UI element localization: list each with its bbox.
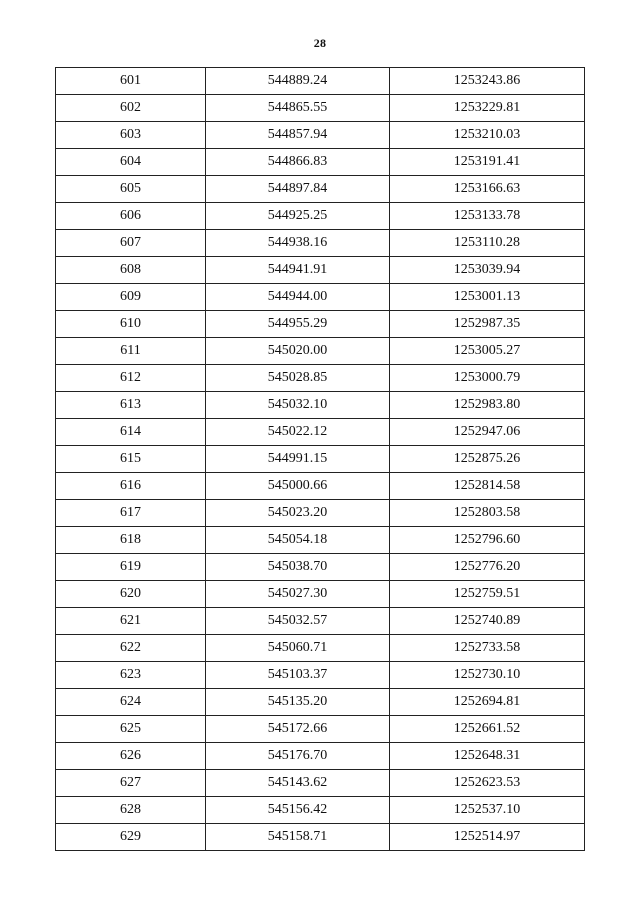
- point-number-cell: 629: [56, 824, 206, 851]
- y-coordinate-cell: 1252803.58: [390, 500, 585, 527]
- point-number-cell: 616: [56, 473, 206, 500]
- point-number-cell: 610: [56, 311, 206, 338]
- y-coordinate-cell: 1253243.86: [390, 68, 585, 95]
- y-coordinate-cell: 1252796.60: [390, 527, 585, 554]
- x-coordinate-cell: 544991.15: [206, 446, 390, 473]
- point-number-cell: 605: [56, 176, 206, 203]
- x-coordinate-cell: 544944.00: [206, 284, 390, 311]
- table-row: [56, 446, 585, 473]
- point-number-cell: 622: [56, 635, 206, 662]
- x-coordinate-cell: 545020.00: [206, 338, 390, 365]
- y-coordinate-cell: 1252661.52: [390, 716, 585, 743]
- point-number-cell: 615: [56, 446, 206, 473]
- table-row: [56, 95, 585, 122]
- x-coordinate-cell: 544925.25: [206, 203, 390, 230]
- point-number-cell: 620: [56, 581, 206, 608]
- point-number-cell: 624: [56, 689, 206, 716]
- x-coordinate-cell: 544938.16: [206, 230, 390, 257]
- x-coordinate-cell: 545103.37: [206, 662, 390, 689]
- y-coordinate-cell: 1253229.81: [390, 95, 585, 122]
- table-row: [56, 284, 585, 311]
- point-number-cell: 608: [56, 257, 206, 284]
- point-number-cell: 603: [56, 122, 206, 149]
- table-row: [56, 392, 585, 419]
- table-row: [56, 635, 585, 662]
- y-coordinate-cell: 1253166.63: [390, 176, 585, 203]
- table-row: [56, 365, 585, 392]
- x-coordinate-cell: 545000.66: [206, 473, 390, 500]
- x-coordinate-cell: 544897.84: [206, 176, 390, 203]
- y-coordinate-cell: 1253039.94: [390, 257, 585, 284]
- y-coordinate-cell: 1252814.58: [390, 473, 585, 500]
- y-coordinate-cell: 1252623.53: [390, 770, 585, 797]
- y-coordinate-cell: 1253110.28: [390, 230, 585, 257]
- x-coordinate-cell: 545027.30: [206, 581, 390, 608]
- y-coordinate-cell: 1252514.97: [390, 824, 585, 851]
- table-row: [56, 743, 585, 770]
- table-row: [56, 149, 585, 176]
- point-number-cell: 614: [56, 419, 206, 446]
- y-coordinate-cell: 1253133.78: [390, 203, 585, 230]
- point-number-cell: 613: [56, 392, 206, 419]
- x-coordinate-cell: 544866.83: [206, 149, 390, 176]
- x-coordinate-cell: 545038.70: [206, 554, 390, 581]
- table-row: [56, 770, 585, 797]
- table-row: [56, 338, 585, 365]
- table-row: [56, 527, 585, 554]
- table-row: [56, 689, 585, 716]
- y-coordinate-cell: 1252983.80: [390, 392, 585, 419]
- x-coordinate-cell: 545054.18: [206, 527, 390, 554]
- x-coordinate-cell: 545156.42: [206, 797, 390, 824]
- x-coordinate-cell: 545143.62: [206, 770, 390, 797]
- table-row: [56, 230, 585, 257]
- point-number-cell: 627: [56, 770, 206, 797]
- point-number-cell: 625: [56, 716, 206, 743]
- point-number-cell: 607: [56, 230, 206, 257]
- y-coordinate-cell: 1252648.31: [390, 743, 585, 770]
- point-number-cell: 602: [56, 95, 206, 122]
- table-row: [56, 824, 585, 851]
- table-row: [56, 311, 585, 338]
- table-row: [56, 500, 585, 527]
- point-number-cell: 626: [56, 743, 206, 770]
- y-coordinate-cell: 1253001.13: [390, 284, 585, 311]
- x-coordinate-cell: 544889.24: [206, 68, 390, 95]
- x-coordinate-cell: 545176.70: [206, 743, 390, 770]
- x-coordinate-cell: 545032.57: [206, 608, 390, 635]
- y-coordinate-cell: 1252537.10: [390, 797, 585, 824]
- table-row: [56, 203, 585, 230]
- y-coordinate-cell: 1252694.81: [390, 689, 585, 716]
- table-row: [56, 473, 585, 500]
- point-number-cell: 628: [56, 797, 206, 824]
- x-coordinate-cell: 544857.94: [206, 122, 390, 149]
- point-number-cell: 604: [56, 149, 206, 176]
- x-coordinate-cell: 545172.66: [206, 716, 390, 743]
- x-coordinate-cell: 545028.85: [206, 365, 390, 392]
- coordinates-table-body: [56, 68, 585, 851]
- table-row: [56, 797, 585, 824]
- x-coordinate-cell: 545023.20: [206, 500, 390, 527]
- y-coordinate-cell: 1252740.89: [390, 608, 585, 635]
- y-coordinate-cell: 1253191.41: [390, 149, 585, 176]
- table-row: [56, 662, 585, 689]
- y-coordinate-cell: 1252776.20: [390, 554, 585, 581]
- x-coordinate-cell: 545060.71: [206, 635, 390, 662]
- y-coordinate-cell: 1252733.58: [390, 635, 585, 662]
- y-coordinate-cell: 1252759.51: [390, 581, 585, 608]
- x-coordinate-cell: 544941.91: [206, 257, 390, 284]
- y-coordinate-cell: 1252875.26: [390, 446, 585, 473]
- table-row: [56, 419, 585, 446]
- point-number-cell: 619: [56, 554, 206, 581]
- x-coordinate-cell: 545135.20: [206, 689, 390, 716]
- y-coordinate-cell: 1253005.27: [390, 338, 585, 365]
- table-row: [56, 608, 585, 635]
- x-coordinate-cell: 545158.71: [206, 824, 390, 851]
- x-coordinate-cell: 545032.10: [206, 392, 390, 419]
- table-row: [56, 122, 585, 149]
- point-number-cell: 601: [56, 68, 206, 95]
- point-number-cell: 617: [56, 500, 206, 527]
- coordinates-table: [55, 67, 585, 851]
- point-number-cell: 612: [56, 365, 206, 392]
- table-row: [56, 581, 585, 608]
- y-coordinate-cell: 1252987.35: [390, 311, 585, 338]
- y-coordinate-cell: 1253210.03: [390, 122, 585, 149]
- table-row: [56, 176, 585, 203]
- x-coordinate-cell: 544865.55: [206, 95, 390, 122]
- point-number-cell: 606: [56, 203, 206, 230]
- y-coordinate-cell: 1253000.79: [390, 365, 585, 392]
- table-row: [56, 554, 585, 581]
- point-number-cell: 611: [56, 338, 206, 365]
- point-number-cell: 623: [56, 662, 206, 689]
- table-row: [56, 716, 585, 743]
- x-coordinate-cell: 544955.29: [206, 311, 390, 338]
- table-row: [56, 68, 585, 95]
- page-number: 28: [313, 36, 327, 50]
- table-row: [56, 257, 585, 284]
- point-number-cell: 618: [56, 527, 206, 554]
- point-number-cell: 609: [56, 284, 206, 311]
- point-number-cell: 621: [56, 608, 206, 635]
- y-coordinate-cell: 1252730.10: [390, 662, 585, 689]
- y-coordinate-cell: 1252947.06: [390, 419, 585, 446]
- x-coordinate-cell: 545022.12: [206, 419, 390, 446]
